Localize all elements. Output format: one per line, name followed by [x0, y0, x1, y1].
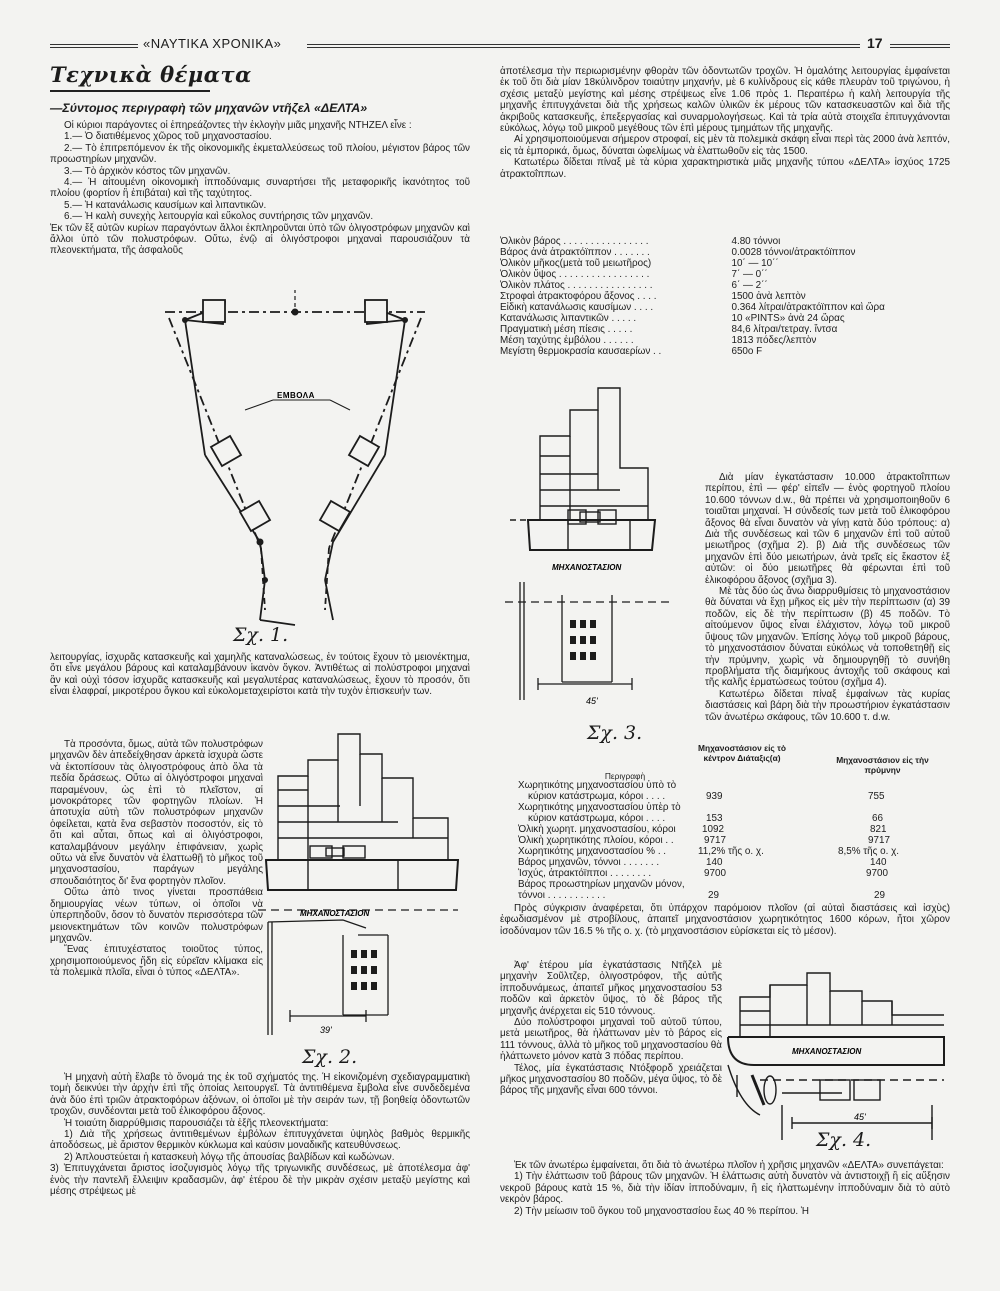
spec-table — [500, 236, 950, 357]
table-row: Μεγίστη θερμοκρασία καυσαερίων . . 650ο F — [500, 346, 763, 357]
paragraph: Ἐκ τῶν ἕξ αὐτῶν κυρίων παραγόντων ἄλλοι ἐκπληροῦνται ὑπὸ τῶν ὀλιγοστρόφων μηχανῶν καὶ ἄλλοι ὑπὸ τῶν πολυστρόφων. Οὕτω, ἐνῷ αἱ ὀλιγόστροφοι μηχαναὶ παρουσιάζουν τὰ πλεονεκτήματα, τῆς ἀσφαλοῦς — [50, 222, 470, 257]
list-item: 1) Διὰ τῆς χρήσεως ἀντιτιθεμένων ἐμβόλων ἐπιτυγχάνεται ὑψηλὸς βαθμὸς θερμικῆς ἀποδόσεως, μὲ ἄριστον θερμικὸν κύκλωμα καὶ καύσιν μοναδικῆς κατευθύνσεως. — [50, 1129, 470, 1152]
table-row: κύριον κατάστρωμα, κόροι . . . . 939 755 — [528, 791, 885, 802]
right-column-narrow-2 — [500, 960, 722, 1097]
comparison-table — [518, 780, 950, 901]
engine-spec-table — [500, 236, 950, 357]
list-item: 3) Ἐπιτυγχάνεται ἄριστος ἰσοζυγισμὸς λόγῳ τῆς τριγωνικῆς συνδέσεως, μὲ ἀποτέλεσμα ἀφ' ἑνὸς τὴν παντελῆ ἔλλειψιν κραδασμῶν, ἀφ' ἑτέρου δὲ τὴν μικρὰν σχέσιν μεταξὺ μεγίστης καὶ μέσης στρέψεως μὲ — [50, 1163, 470, 1198]
table-row: Εἰδικὴ κατανάλωσις καυσίμων . . . . 0.364 λίτραι/ἀτρακτόϊππον καὶ ὥρα — [500, 302, 885, 313]
paragraph: Κατωτέρω δίδεται πίναξ μὲ τὰ κύρια χαρακτηριστικὰ μιᾶς μηχανῆς τύπου «ΔΕΛΤΑ» ἰσχύος 1725 ἀτρακτοΐππων. — [500, 157, 950, 180]
table-row: Ὁλικὸν βάρος . . . . . . . . . . . . . . . . 4.80 τόννοι — [500, 236, 781, 247]
table-row: Κατανάλωσις λιπαντικῶν . . . . . 10 «PINTS» ἀνὰ 24 ὥρας — [500, 313, 845, 324]
figure-3-label: ΜΗΧΑΝΟΣΤΑΣΙΟΝ — [552, 563, 622, 572]
list-item: 5.— Ἡ κατανάλωσις καυσίμων καὶ λιπαντικῶν. — [64, 199, 267, 211]
figure-2-engine-room-section — [248, 710, 473, 1050]
figure-1-caption: Σχ. 1. — [233, 624, 289, 646]
table-row: κύριον κατάστρωμα, κόροι . . . . 153 66 — [528, 813, 883, 824]
section-title-rule — [50, 90, 210, 92]
comparison-header-description: Περιγραφὴ — [604, 771, 646, 781]
paragraph: Ἀφ' ἑτέρου μία ἐγκατάστασις Ντῆζελ μὲ μηχανὴν Σοῦλτζερ, ὀλιγοστρόφον, τῆς αὐτῆς ἱπποδυνάμεως, ἀπαιτεῖ μῆκος μηχανοστασίου 53 ποδῶν καὶ ἀρκετὸν ὕψος, τὸ δὲ βάρος τῆς μηχανῆς ἀνέρχεται εἰς 510 τόννους. — [500, 960, 722, 1017]
list-item: 1.— Ὁ διατιθέμενος χῶρος τοῦ μηχανοστασίου. — [64, 131, 272, 143]
paragraph: λειτουργίας, ἰσχυρᾶς κατασκευῆς καὶ χαμηλῆς καταναλώσεως, ἐν τούτοις ἔχουν τὸ μειονέκτημα, ὅτι εἶνε μεγάλου βάρους καὶ καταλαμβάνουν ἱκανὸν ὄγκον. Ἀντιθέτως αἱ πολύστροφοι μηχαναὶ ἂν καὶ οὐχὶ τόσον ἰσχυρᾶς κατασκευῆς καὶ μεγαλυτέρας καταναλώσεως, ἔχουν τὸ προσόν, ὅτι εἶναι ἐλαφραί, μικροτέρου ὄγκου καὶ εὐκολομεταχειρίστοι κατὰ τὴν τυχὸν ἐπισκευήν των. — [50, 652, 470, 698]
figure-4-stern-engine-room — [722, 955, 950, 1145]
table-row: Βάρος μηχανῶν, τόννοι . . . . . . . 140 140 — [518, 857, 887, 868]
paragraph: Μὲ τὰς δύο ὡς ἄνω διαρρυθμίσεις τὸ μηχανοστάσιον θὰ δύναται νὰ ἔχῃ μῆκος εἰς μὲν τὴν περίπτωσιν (α) 39 ποδῶν, εἰς δὲ τὴν περίπτωσιν (β) 45 ποδῶν. Τὸ αἰτούμενον ὕψος εἶναι ἐλάχιστον, λόγῳ τοῦ μικροῦ ὕψους τῶν μηχανῶν. Ἐπίσης λόγῳ τοῦ μικροῦ βάρους, τὸ μηχανοστάσιον δύναται εὐκόλως νὰ τοποθετηθῇ εἰς τὴν πρύμνην, χωρὶς νὰ δημιουργηθῇ τὸ συνήθη προβλήματα τῆς διαμήκους ἀντοχῆς τοῦ σκάφους καὶ τῆς καλῆς ἐρματώσεως τούτου (σχῆμα 4). — [705, 586, 950, 689]
table-row: Χωρητικότης μηχανοστασίου ὑπὸ τὸ — [518, 780, 677, 791]
header-rule-right — [890, 44, 950, 48]
paragraph: Πρὸς σύγκρισιν ἀναφέρεται, ὅτι ὑπάρχον παρόμοιον πλοῖον (αἱ αὐταὶ διαστάσεις καὶ ἰσχὺς) ἐφωδιασμένον μὲ στροβίλους, ἀπαιτεῖ μηχανοστάσιον χωρητικότητος 1600 κόρων, ἤτοι χῶρον ἰσοδύναμον τῶν 16.5 % τῆς ο. χ. (τὸ μηχανοστάσιον εὑρίσκεται εἰς τὸ μέσον). — [500, 903, 950, 937]
table-row: Χωρητικότης μηχανοστασίου % . . 11,2% τῆς ο. χ. 8,5% τῆς ο. χ. — [518, 846, 900, 857]
paragraph: Δύο πολύστροφοι μηχαναὶ τοῦ αὐτοῦ τύπου, μετὰ μειωτῆρος, θὰ ἠλάττωναν μὲν τὸ βάρος εἰς 111 τόννους, ἀλλὰ τὸ μῆκος τοῦ μηχανοστασίου θὰ ἠλάττωνετο μόνον κατὰ 3 πόδας περίπου. — [500, 1017, 722, 1063]
figure-2-label: ΜΗΧΑΝΟΣΤΑΣΙΟΝ — [300, 909, 370, 918]
journal-title: «ΝΑΥΤΙΚΑ ΧΡΟΝΙΚΑ» — [143, 36, 282, 51]
comparison-header-center: Μηχανοστάσιον εἰς τὸ κέντρον Διάταξις(α) — [698, 743, 786, 763]
table-row: Στροφαὶ ἀτρακτοφόρου ἄξονος . . . . 1500 ἀνὰ λεπτὸν — [500, 291, 806, 302]
table-row: Βάρος προωστηρίων μηχανῶν μόνον, τόννοι . . . . . . . . . . . 29 29 — [518, 879, 885, 901]
paragraph: Οἱ κύριοι παράγοντες οἱ ἐπηρεάζοντες τὴν ἐκλογὴν μιᾶς μηχανῆς ΝΤΗΖΕΛ εἶνε : — [64, 120, 412, 131]
list-item: 1) Τὴν ἐλάττωσιν τοῦ βάρους τῶν μηχανῶν. Ἡ ἐλάττωσις αὐτὴ δυνατὸν νὰ ἀντιστοιχῇ ἢ εἰς αὔξησιν νεκροῦ βάρους κατὰ 15 %, διὰ τὴν ἰδίαν ἱπποδύναμιν, ἢ εἰς ἠλαττωμένην ἱπποδύναμιν διὰ τὸ αὐτὸ νεκρὸν βάρος. — [500, 1171, 950, 1206]
list-item: 2) Τὴν μείωσιν τοῦ ὄγκου τοῦ μηχανοστασίου ἕως 40 % περίπου. Ἡ — [514, 1205, 809, 1217]
paragraph: Ἐκ τῶν ἀνωτέρω ἐμφαίνεται, ὅτι διὰ τὸ ἀνωτέρω πλοῖον ἡ χρῆσις μηχανῶν «ΔΕΛΤΑ» συνεπάγεται: — [514, 1160, 944, 1171]
paragraph: Κατωτέρω δίδεται πίναξ ἐμφαίνων τὰς κυρίας διαστάσεις καὶ βάρη διὰ τὴν προωστήριον ἐγκατάστασιν τῶν ἀνωτέρω σκάφους, τῶν 10.600 τ. d.w. — [705, 688, 950, 723]
paragraph: Οὕτω ἀπὸ τινος γίνεται προσπάθεια δημιουργίας νέων τύπων, οἱ ὁποῖοι νὰ ὑπερπηδοῦν, ὅσον τὸ δυνατὸν περισσότερα τῶν μειονεκτημάτων τῶν κοινῶν πολυστρόφων μηχανῶν. — [50, 887, 263, 944]
table-row: Μέση ταχύτης ἐμβόλου . . . . . . 1813 πόδες/λεπτὸν — [500, 335, 817, 346]
figure-4-dimension: 45' — [854, 1112, 866, 1122]
figure-2-caption: Σχ. 2. — [302, 1046, 358, 1068]
figure-3-engine-room-section — [500, 370, 680, 740]
table-row: Ὁλικὸν ὕψος . . . . . . . . . . . . . . . . . 7΄ — 0΄΄ — [500, 269, 768, 280]
paragraph: Ἡ τοιαύτη διαρρύθμισις παρουσιάζει τὰ ἑξῆς πλεονεκτήματα: — [64, 1117, 329, 1129]
list-item: 6.— Ἡ καλὴ συνεχὴς λειτουργία καὶ εὔκολος συντήρησις τῶν μηχανῶν. — [64, 211, 374, 223]
comparison-header-stern: Μηχανοστάσιον εἰς τὴν πρύμνην — [836, 755, 929, 775]
paragraph: Τὰ προσόντα, ὅμως, αὐτὰ τῶν πολυστρόφων μηχανῶν δὲν ἀπεδείχθησαν ἀρκετὰ ἰσχυρὰ ὥστε νὰ ἐκτοπίσουν τὰς ὀλιγοστρόφους ἀπὸ ὅλα τὰ πεδία δράσεως. Οὕτω αἱ ὀλιγόστροφοι μηχαναὶ παραμένουν, ὡς ἐπὶ τὸ πλεῖστον, αἱ μονοκράτορες τῶν φορτηγῶν πλοίων. Ἡ ἀποτυχία αὐτὴ τῶν πολυστρόφων μηχανῶν ὀφείλεται, κατὰ ἕνα σεβαστὸν ποσοστόν, εἰς τὸ ὅτι καὶ αὗται, ὅπως καὶ αἱ ὀλιγόστροφοι, καταλαμβάνουν μεγάλην ἐπιφάνειαν, χωρὶς οὕτω νὰ εἶνε δυνατὸν νὰ ἐλαττωθῇ τὸ μῆκος τοῦ μηχανοστασίου, παράγων μεγάλης σπουδαιότητος δι' ἕνα φορτηγὸν πλοῖον. — [50, 739, 263, 887]
table-row: Ὁλικὴ χωρητ. μηχανοστασίου, κόροι 1092 821 — [518, 824, 887, 835]
figure-2-dimension: 39' — [320, 1025, 332, 1035]
figure-3-caption: Σχ. 3. — [587, 722, 643, 744]
right-column-top — [500, 66, 950, 180]
right-column-bottom — [500, 1160, 950, 1217]
list-item: 2) Ἁπλουστεύεται ἡ κατασκευὴ λόγῳ τῆς ἀπουσίας βαλβίδων καὶ κωδώνων. — [64, 1151, 395, 1163]
right-column-narrow — [705, 472, 950, 723]
paragraph: Ἕνας ἐπιτυχέστατος τοιοῦτος τύπος, χρησιμοποιούμενος ἤδη εἰς εὐρεῖαν κλίμακα εἰς τὰ πολεμικὰ πλοῖα, εἶναι ὁ τύπος «ΔΕΛΤΑ». — [50, 944, 263, 979]
list-item: 4.— Ἡ αἰτουμένη οἰκονομικὴ ἱπποδύναμις συναρτήσει τῆς μεταφορικῆς ἱκανότητος τοῦ πλοίου (φορτίον ἢ ἐπιβάται) καὶ τῆς ταχύτητος. — [50, 177, 470, 200]
figure-1-delta-schematic — [155, 290, 435, 630]
header-rule-left — [50, 44, 138, 48]
section-title: Τεχνικὰ θέματα — [50, 62, 252, 87]
table-row: Βάρος ἀνὰ ἀτρακτόϊππον . . . . . . . 0.0028 τόννοι/ἀτρακτόϊππον — [500, 247, 856, 258]
list-item: 3.— Τὸ ἀρχικὸν κόστος τῶν μηχανῶν. — [64, 165, 231, 177]
paragraph: ἀποτέλεσμα τὴν περιωρισμένην φθορὰν τῶν ὀδοντωτῶν τροχῶν. Ἡ ὁμαλότης λειτουργίας ἐμφαίνεται ἐκ τοῦ ὅτι διὰ μίαν 18κύλινδρον τοιαύτην μηχανήν, μὲ 6 κυλίνδρους εἰς κάθε πλευρὰν τοῦ τριγώνου, ἡ σχέσις μεταξὺ μεγίστης καὶ μέσης στρέψεως εἶνε 1.06 πρὸς 1. Περαιτέρω ἡ καλὴ λειτουργία τῆς μηχανῆς ἐπιτυγχάνεται διὰ τῆς χρήσεως καλῶν ὑλικῶν ἐκ μέρους τῶν κατασκευαστῶν καὶ διὰ τῆς ἀκριβοῦς κατασκευῆς, ἐπεξεργασίας καὶ συναρμολογήσεως. Καὶ τὰ τρία αὐτὰ στοιχεῖα ἐπιτυγχάνονται εὐκόλως, λόγῳ τοῦ μικροῦ μεγέθους τῶν ἐπὶ μέρους τμημάτων τῆς μηχανῆς. — [500, 66, 950, 135]
table-row: Ὁλικὴ χωρητικότης πλοίου, κόροι . . 9717 9717 — [518, 835, 890, 846]
figure-4-label: ΜΗΧΑΝΟΣΤΑΣΙΟΝ — [792, 1047, 862, 1056]
figure-3-dimension: 45' — [586, 696, 598, 706]
table-row: Ἰσχύς, ἀτρακτόϊπποι . . . . . . . . 9700 9700 — [518, 868, 888, 879]
article-title: —Σύντομος περιγραφὴ τῶν μηχανῶν ντῆζελ «ΔΕΛΤΑ» — [50, 101, 368, 115]
paragraph: Ἡ μηχανὴ αὐτὴ ἔλαβε τὸ ὄνομά της ἐκ τοῦ σχήματός της. Ἡ εἰκονιζομένη σχεδιαγραμματικὴ τομὴ δεικνύει τὴν ἀρχὴν ἐπὶ τῆς ὁποίας λειτουργεῖ. Τὰ ἀντιτιθέμενα ἔμβολα εἶνε συνδεδεμένα ἀνὰ δύο ἐπὶ τριῶν ἀτρακτοφόρων ἀξόνων, οἱ ὁποῖοι μὲ τὴν σειράν των, τῇ βοηθείᾳ ὀδοντωτῶν τροχῶν, συνδέονται μετὰ τοῦ ἑλικοφόρου ἄξονος. — [50, 1072, 470, 1118]
paragraph: Αἱ χρησιμοποιούμεναι σήμερον στροφαί, εἰς μὲν τὰ πολεμικὰ σκάφη εἶναι περὶ τὰς 2000 ἀνὰ λεπτόν, εἰς τὰ ἐμπορικά, ὅμως, δύναται ὠφελίμως νὰ ἐλαττωθοῦν εἰς τὰς 1500. — [500, 134, 950, 157]
header-rule-middle — [307, 44, 860, 48]
left-column-narrow — [50, 739, 263, 979]
left-column-intro — [50, 120, 470, 257]
list-item: 2.— Τὸ ἐπιτρεπόμενον ἐκ τῆς οἰκονομικῆς ἐκμεταλλεύσεως τοῦ πλοίου, μέγιστον βάρος τῶν προωστηρίων μηχανῶν. — [50, 142, 470, 166]
figure-1-label: ΕΜΒΟΛΑ — [277, 391, 315, 400]
table-row: Ὁλικὸν πλάτος . . . . . . . . . . . . . . . . 6΄ — 2΄΄ — [500, 280, 768, 291]
table-row: Χωρητικότης μηχανοστασίου ὑπὲρ τὸ — [518, 802, 681, 813]
left-column-bottom — [50, 1072, 470, 1197]
table-row: Ὁλικὸν μῆκος(μετὰ τοῦ μειωτῆρος) 10΄ — 10΄΄ — [500, 258, 779, 269]
right-column-comparison-note — [500, 903, 950, 937]
paragraph: Διὰ μίαν ἐγκατάστασιν 10.000 ἀτρακτοΐππων περίπου, ἐπὶ — φέρ' εἰπεῖν — ἑνὸς φορτηγοῦ πλοίου 10.600 τόννων d.w., θὰ πρέπει νὰ χρησιμοποιηθοῦν 6 τοιαῦται μηχαναί. Ἡ σύνδεσίς των μετὰ τοῦ ἑλικοφόρου ἄξονος θὰ εἶναι δυνατὸν νὰ γίνῃ κατὰ δύο τρόπους: α) Διὰ τῆς συνδέσεως καὶ τῶν 6 μηχανῶν ἐπὶ τοῦ αὐτοῦ μειωτῆρος (σχῆμα 2). β) Διὰ τῆς συνδέσεως τῶν μηχανῶν ἐπὶ δύο μειωτήρων, ἀνὰ τρεῖς εἰς ἕκαστον ἐξ αὐτῶν: οἱ δύο μειωτῆρες θὰ φέρωνται ἐπὶ τοῦ ἑλικοφόρου ἄξονος (σχῆμα 3). — [705, 472, 950, 586]
left-column-middle — [50, 652, 470, 698]
page-number: 17 — [867, 35, 883, 51]
paragraph: Τέλος, μία ἐγκατάστασις Ντόξφορδ χρειάζεται μῆκος μηχανοστασίου 80 ποδῶν, μέγα ὕψος, τὸ δὲ βάρος τῆς μηχανῆς εἶναι 600 τόννοι. — [500, 1062, 722, 1097]
figure-4-caption: Σχ. 4. — [816, 1129, 872, 1151]
table-row: Πραγματικὴ μέση πίεσις . . . . . 84,6 λίτραι/τετραγ. ἴντσα — [500, 324, 838, 335]
